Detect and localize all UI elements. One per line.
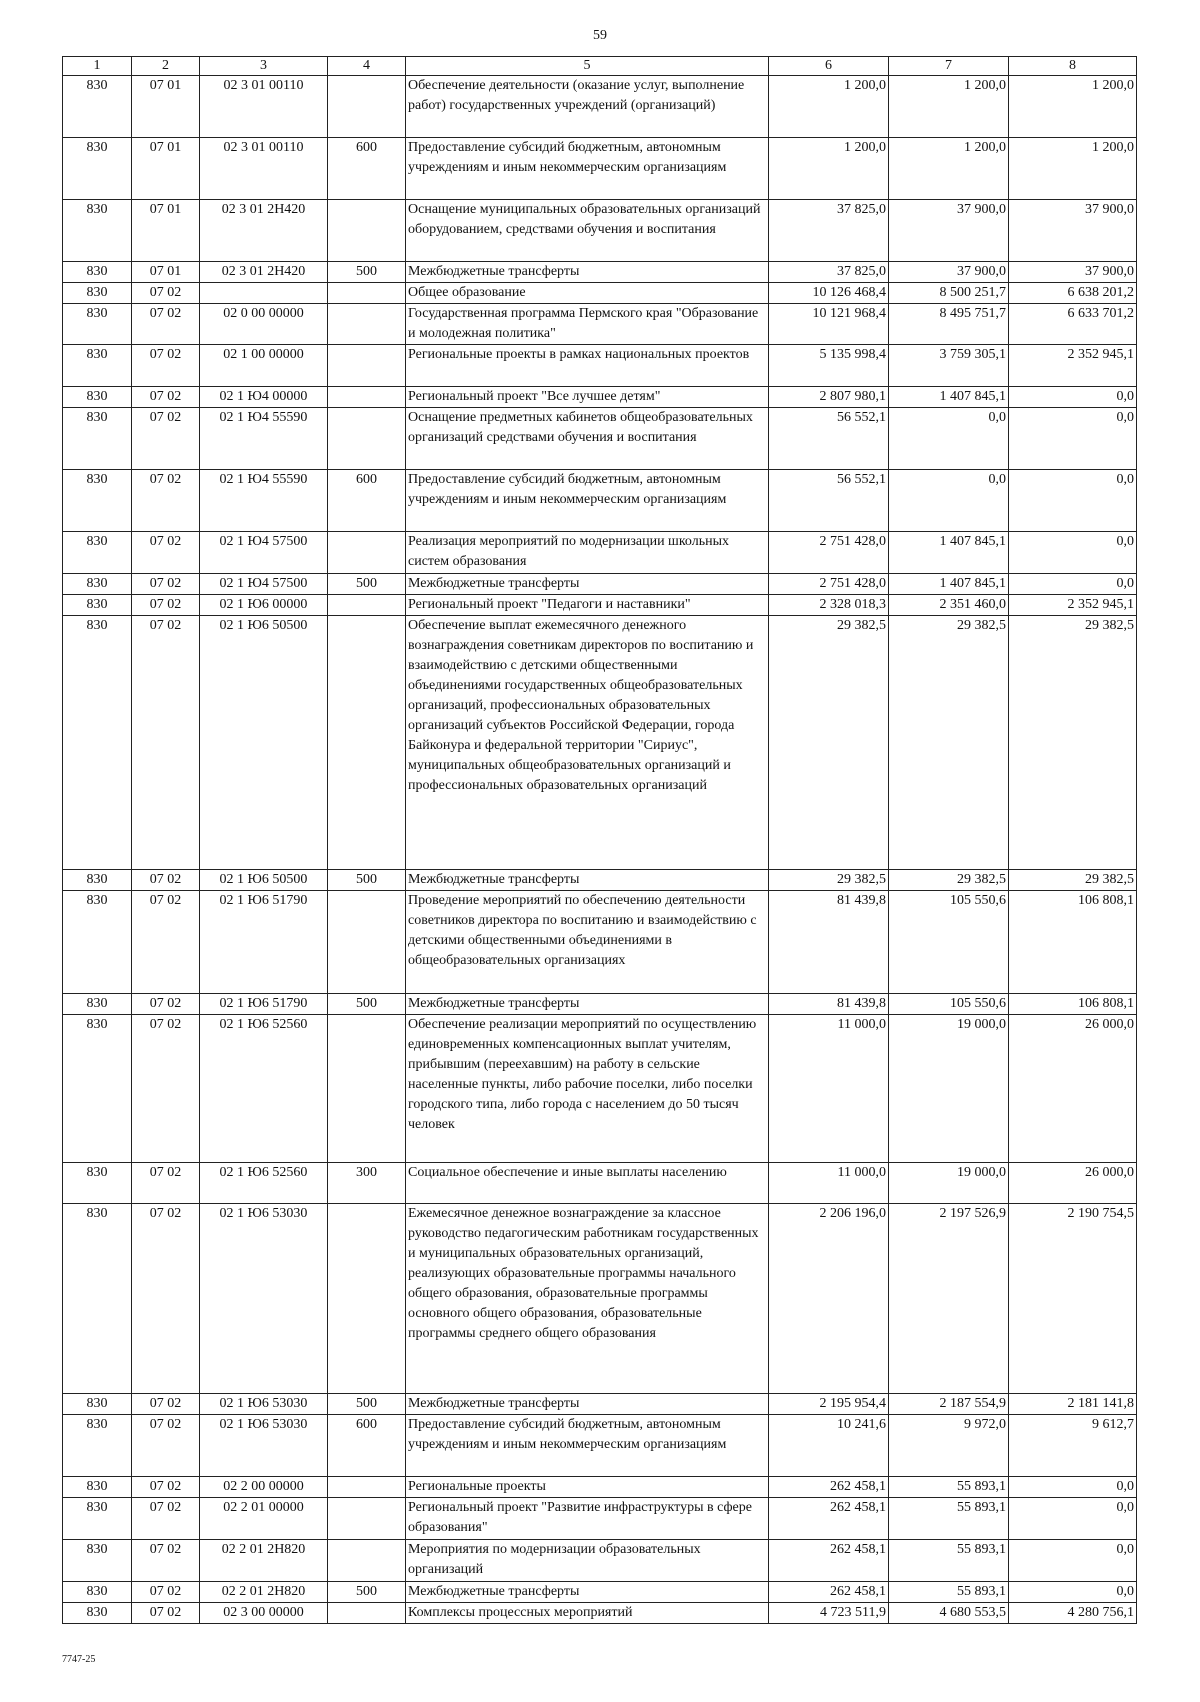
cell-expense-type [328, 891, 406, 994]
cell-section-code: 07 02 [132, 1540, 200, 1582]
cell-amount-year3: 29 382,5 [1009, 616, 1137, 870]
table-row [63, 470, 1137, 532]
cell-amount-year2: 55 893,1 [889, 1540, 1009, 1582]
cell-amount-year1: 81 439,8 [769, 891, 889, 994]
cell-target-item: 02 1 Ю4 00000 [200, 387, 328, 408]
table-row [63, 1415, 1137, 1477]
cell-amount-year3: 0,0 [1009, 1498, 1137, 1540]
cell-expense-type: 500 [328, 1582, 406, 1603]
cell-amount-year3: 1 200,0 [1009, 138, 1137, 200]
cell-ministry-code: 830 [63, 1498, 132, 1540]
cell-description: Межбюджетные трансферты [406, 574, 769, 595]
table-row [63, 1204, 1137, 1394]
cell-section-code: 07 02 [132, 1015, 200, 1163]
cell-target-item: 02 1 Ю6 00000 [200, 595, 328, 616]
cell-amount-year1: 262 458,1 [769, 1498, 889, 1540]
cell-amount-year3: 2 181 141,8 [1009, 1394, 1137, 1415]
cell-section-code: 07 02 [132, 1582, 200, 1603]
cell-amount-year1: 2 195 954,4 [769, 1394, 889, 1415]
cell-target-item: 02 1 Ю4 57500 [200, 532, 328, 574]
table-row [63, 345, 1137, 387]
cell-amount-year2: 2 351 460,0 [889, 595, 1009, 616]
cell-target-item: 02 2 00 00000 [200, 1477, 328, 1498]
header-cell-3: 3 [200, 57, 328, 76]
cell-ministry-code: 830 [63, 1477, 132, 1498]
cell-amount-year3: 106 808,1 [1009, 891, 1137, 994]
cell-section-code: 07 02 [132, 283, 200, 304]
cell-ministry-code: 830 [63, 1163, 132, 1204]
cell-expense-type [328, 76, 406, 138]
cell-section-code: 07 02 [132, 616, 200, 870]
cell-ministry-code: 830 [63, 200, 132, 262]
cell-section-code: 07 02 [132, 891, 200, 994]
cell-amount-year3: 6 638 201,2 [1009, 283, 1137, 304]
cell-ministry-code: 830 [63, 616, 132, 870]
cell-section-code: 07 02 [132, 304, 200, 345]
cell-amount-year1: 2 751 428,0 [769, 574, 889, 595]
cell-amount-year1: 262 458,1 [769, 1582, 889, 1603]
header-cell-7: 7 [889, 57, 1009, 76]
cell-amount-year3: 2 352 945,1 [1009, 595, 1137, 616]
cell-amount-year3: 0,0 [1009, 532, 1137, 574]
table-row [63, 994, 1137, 1015]
cell-amount-year3: 9 612,7 [1009, 1415, 1137, 1477]
page-number: 59 [593, 28, 607, 43]
cell-target-item: 02 1 Ю6 52560 [200, 1163, 328, 1204]
table-row [63, 1163, 1137, 1204]
document-code: 7747-25 [62, 1654, 96, 1665]
cell-amount-year2: 55 893,1 [889, 1582, 1009, 1603]
cell-description: Социальное обеспечение и иные выплаты населению [406, 1163, 769, 1204]
cell-ministry-code: 830 [63, 532, 132, 574]
cell-amount-year2: 9 972,0 [889, 1415, 1009, 1477]
cell-section-code: 07 02 [132, 1394, 200, 1415]
table-row [63, 532, 1137, 574]
cell-ministry-code: 830 [63, 1582, 132, 1603]
cell-section-code: 07 02 [132, 1163, 200, 1204]
cell-ministry-code: 830 [63, 138, 132, 200]
cell-amount-year2: 1 200,0 [889, 76, 1009, 138]
cell-target-item: 02 3 01 2Н420 [200, 262, 328, 283]
cell-target-item: 02 2 01 00000 [200, 1498, 328, 1540]
cell-expense-type [328, 345, 406, 387]
cell-amount-year2: 37 900,0 [889, 262, 1009, 283]
cell-expense-type: 500 [328, 574, 406, 595]
cell-amount-year3: 0,0 [1009, 1582, 1137, 1603]
cell-description: Ежемесячное денежное вознаграждение за классное руководство педагогическим работникам государственных и муниципальных образовательных организаций, реализующих образовательные программы начального общего образования, образовательные программы основного общего образования, образовательные программы среднего общего образования [406, 1204, 769, 1394]
cell-section-code: 07 02 [132, 1603, 200, 1624]
header-cell-6: 6 [769, 57, 889, 76]
cell-amount-year1: 10 121 968,4 [769, 304, 889, 345]
cell-amount-year1: 2 807 980,1 [769, 387, 889, 408]
cell-expense-type [328, 200, 406, 262]
cell-description: Общее образование [406, 283, 769, 304]
cell-expense-type [328, 1603, 406, 1624]
table-row [63, 1394, 1137, 1415]
cell-amount-year3: 0,0 [1009, 1477, 1137, 1498]
table-row [63, 283, 1137, 304]
cell-section-code: 07 02 [132, 345, 200, 387]
cell-expense-type: 600 [328, 138, 406, 200]
cell-amount-year3: 0,0 [1009, 1540, 1137, 1582]
cell-expense-type: 300 [328, 1163, 406, 1204]
cell-target-item: 02 3 01 2Н420 [200, 200, 328, 262]
cell-description: Оснащение предметных кабинетов общеобразовательных организаций средствами обучения и воспитания [406, 408, 769, 470]
cell-description: Предоставление субсидий бюджетным, автономным учреждениям и иным некоммерческим организациям [406, 1415, 769, 1477]
cell-amount-year3: 6 633 701,2 [1009, 304, 1137, 345]
cell-target-item: 02 1 00 00000 [200, 345, 328, 387]
cell-target-item: 02 1 Ю6 50500 [200, 616, 328, 870]
cell-section-code: 07 01 [132, 200, 200, 262]
cell-section-code: 07 02 [132, 574, 200, 595]
cell-amount-year3: 4 280 756,1 [1009, 1603, 1137, 1624]
cell-amount-year2: 8 495 751,7 [889, 304, 1009, 345]
cell-amount-year1: 2 328 018,3 [769, 595, 889, 616]
cell-amount-year1: 11 000,0 [769, 1163, 889, 1204]
cell-expense-type: 600 [328, 1415, 406, 1477]
cell-ministry-code: 830 [63, 574, 132, 595]
header-cell-5: 5 [406, 57, 769, 76]
table-row [63, 387, 1137, 408]
cell-amount-year2: 19 000,0 [889, 1015, 1009, 1163]
cell-expense-type: 500 [328, 870, 406, 891]
cell-amount-year1: 1 200,0 [769, 138, 889, 200]
cell-ministry-code: 830 [63, 891, 132, 994]
table-row [63, 138, 1137, 200]
header-cell-8: 8 [1009, 57, 1137, 76]
cell-description: Региональный проект "Педагоги и наставники" [406, 595, 769, 616]
cell-amount-year2: 8 500 251,7 [889, 283, 1009, 304]
cell-target-item: 02 1 Ю6 52560 [200, 1015, 328, 1163]
cell-amount-year1: 56 552,1 [769, 408, 889, 470]
cell-amount-year2: 3 759 305,1 [889, 345, 1009, 387]
cell-amount-year2: 1 407 845,1 [889, 387, 1009, 408]
table-row [63, 304, 1137, 345]
cell-amount-year1: 2 206 196,0 [769, 1204, 889, 1394]
cell-target-item: 02 3 01 00110 [200, 76, 328, 138]
cell-target-item: 02 3 00 00000 [200, 1603, 328, 1624]
cell-description: Межбюджетные трансферты [406, 870, 769, 891]
cell-amount-year1: 4 723 511,9 [769, 1603, 889, 1624]
budget-table [62, 56, 1137, 1624]
cell-expense-type: 500 [328, 1394, 406, 1415]
cell-ministry-code: 830 [63, 76, 132, 138]
cell-amount-year2: 37 900,0 [889, 200, 1009, 262]
cell-section-code: 07 02 [132, 994, 200, 1015]
cell-expense-type: 500 [328, 994, 406, 1015]
cell-target-item: 02 1 Ю6 53030 [200, 1415, 328, 1477]
cell-amount-year1: 37 825,0 [769, 262, 889, 283]
cell-section-code: 07 02 [132, 408, 200, 470]
cell-expense-type [328, 595, 406, 616]
cell-section-code: 07 02 [132, 1498, 200, 1540]
cell-expense-type [328, 304, 406, 345]
cell-ministry-code: 830 [63, 345, 132, 387]
cell-amount-year2: 19 000,0 [889, 1163, 1009, 1204]
table-row [63, 616, 1137, 870]
table-row [63, 870, 1137, 891]
cell-amount-year2: 55 893,1 [889, 1477, 1009, 1498]
cell-expense-type [328, 387, 406, 408]
cell-amount-year1: 81 439,8 [769, 994, 889, 1015]
cell-section-code: 07 02 [132, 387, 200, 408]
cell-amount-year3: 0,0 [1009, 387, 1137, 408]
cell-section-code: 07 02 [132, 595, 200, 616]
cell-ministry-code: 830 [63, 1540, 132, 1582]
cell-amount-year1: 29 382,5 [769, 616, 889, 870]
cell-target-item: 02 0 00 00000 [200, 304, 328, 345]
cell-amount-year3: 29 382,5 [1009, 870, 1137, 891]
cell-section-code: 07 02 [132, 470, 200, 532]
cell-description: Региональный проект "Все лучшее детям" [406, 387, 769, 408]
cell-section-code: 07 01 [132, 262, 200, 283]
cell-amount-year3: 2 352 945,1 [1009, 345, 1137, 387]
cell-amount-year3: 1 200,0 [1009, 76, 1137, 138]
cell-amount-year1: 29 382,5 [769, 870, 889, 891]
cell-ministry-code: 830 [63, 1603, 132, 1624]
cell-amount-year2: 1 407 845,1 [889, 532, 1009, 574]
table-row [63, 1582, 1137, 1603]
cell-section-code: 07 02 [132, 1415, 200, 1477]
cell-amount-year2: 1 200,0 [889, 138, 1009, 200]
cell-amount-year1: 10 126 468,4 [769, 283, 889, 304]
cell-amount-year1: 37 825,0 [769, 200, 889, 262]
cell-amount-year1: 1 200,0 [769, 76, 889, 138]
cell-amount-year3: 0,0 [1009, 408, 1137, 470]
cell-amount-year1: 262 458,1 [769, 1477, 889, 1498]
cell-expense-type [328, 1498, 406, 1540]
cell-amount-year1: 56 552,1 [769, 470, 889, 532]
cell-expense-type [328, 532, 406, 574]
header-cell-4: 4 [328, 57, 406, 76]
cell-description: Государственная программа Пермского края "Образование и молодежная политика" [406, 304, 769, 345]
cell-ministry-code: 830 [63, 304, 132, 345]
cell-description: Межбюджетные трансферты [406, 1394, 769, 1415]
cell-ministry-code: 830 [63, 262, 132, 283]
cell-target-item: 02 1 Ю4 55590 [200, 408, 328, 470]
table-row [63, 595, 1137, 616]
table-row [63, 262, 1137, 283]
cell-ministry-code: 830 [63, 870, 132, 891]
cell-section-code: 07 02 [132, 870, 200, 891]
cell-amount-year2: 55 893,1 [889, 1498, 1009, 1540]
cell-target-item: 02 1 Ю4 55590 [200, 470, 328, 532]
cell-amount-year3: 106 808,1 [1009, 994, 1137, 1015]
cell-ministry-code: 830 [63, 595, 132, 616]
cell-description: Предоставление субсидий бюджетным, автономным учреждениям и иным некоммерческим организациям [406, 138, 769, 200]
cell-amount-year3: 0,0 [1009, 470, 1137, 532]
cell-target-item [200, 283, 328, 304]
cell-target-item: 02 1 Ю6 53030 [200, 1204, 328, 1394]
cell-amount-year2: 29 382,5 [889, 616, 1009, 870]
cell-amount-year3: 2 190 754,5 [1009, 1204, 1137, 1394]
cell-ministry-code: 830 [63, 1394, 132, 1415]
cell-section-code: 07 02 [132, 1204, 200, 1394]
cell-expense-type [328, 1204, 406, 1394]
cell-amount-year3: 0,0 [1009, 574, 1137, 595]
cell-expense-type [328, 1540, 406, 1582]
cell-expense-type [328, 283, 406, 304]
cell-amount-year1: 10 241,6 [769, 1415, 889, 1477]
table-row [63, 1498, 1137, 1540]
cell-ministry-code: 830 [63, 1415, 132, 1477]
table-row [63, 1603, 1137, 1624]
cell-target-item: 02 1 Ю6 50500 [200, 870, 328, 891]
cell-description: Комплексы процессных мероприятий [406, 1603, 769, 1624]
cell-amount-year2: 0,0 [889, 470, 1009, 532]
cell-target-item: 02 2 01 2Н820 [200, 1540, 328, 1582]
cell-amount-year3: 37 900,0 [1009, 200, 1137, 262]
table-row [63, 1015, 1137, 1163]
cell-amount-year3: 26 000,0 [1009, 1015, 1137, 1163]
cell-amount-year2: 2 197 526,9 [889, 1204, 1009, 1394]
header-cell-2: 2 [132, 57, 200, 76]
cell-amount-year2: 1 407 845,1 [889, 574, 1009, 595]
table-row [63, 1540, 1137, 1582]
cell-description: Обеспечение деятельности (оказание услуг, выполнение работ) государственных учреждений (организаций) [406, 76, 769, 138]
cell-description: Предоставление субсидий бюджетным, автономным учреждениям и иным некоммерческим организациям [406, 470, 769, 532]
table-header [63, 57, 1137, 76]
header-row [63, 57, 1137, 76]
cell-target-item: 02 1 Ю6 53030 [200, 1394, 328, 1415]
cell-ministry-code: 830 [63, 283, 132, 304]
cell-ministry-code: 830 [63, 994, 132, 1015]
cell-amount-year1: 2 751 428,0 [769, 532, 889, 574]
table-row [63, 76, 1137, 138]
table-row [63, 408, 1137, 470]
cell-amount-year2: 2 187 554,9 [889, 1394, 1009, 1415]
cell-amount-year2: 29 382,5 [889, 870, 1009, 891]
cell-expense-type [328, 1015, 406, 1163]
cell-amount-year1: 262 458,1 [769, 1540, 889, 1582]
cell-description: Обеспечение выплат ежемесячного денежного вознаграждения советникам директоров по воспитанию и взаимодействию с детскими общественными объединениями государственных общеобразовательных организаций, профессиональных образовательных организаций субъектов Российской Федерации, города Байконура и федеральной территории "Сириус", муниципальных общеобразовательных организаций и профессиональных образовательных организаций [406, 616, 769, 870]
cell-target-item: 02 1 Ю6 51790 [200, 891, 328, 994]
cell-ministry-code: 830 [63, 470, 132, 532]
cell-amount-year1: 11 000,0 [769, 1015, 889, 1163]
table-row [63, 200, 1137, 262]
header-cell-1: 1 [63, 57, 132, 76]
table-row [63, 574, 1137, 595]
table-row [63, 1477, 1137, 1498]
cell-expense-type [328, 616, 406, 870]
cell-expense-type [328, 1477, 406, 1498]
cell-amount-year2: 4 680 553,5 [889, 1603, 1009, 1624]
cell-section-code: 07 01 [132, 138, 200, 200]
cell-ministry-code: 830 [63, 387, 132, 408]
cell-target-item: 02 1 Ю6 51790 [200, 994, 328, 1015]
cell-ministry-code: 830 [63, 1015, 132, 1163]
cell-section-code: 07 02 [132, 532, 200, 574]
cell-description: Межбюджетные трансферты [406, 994, 769, 1015]
cell-expense-type: 500 [328, 262, 406, 283]
cell-section-code: 07 01 [132, 76, 200, 138]
cell-expense-type: 600 [328, 470, 406, 532]
cell-amount-year2: 0,0 [889, 408, 1009, 470]
cell-target-item: 02 2 01 2Н820 [200, 1582, 328, 1603]
cell-description: Региональные проекты [406, 1477, 769, 1498]
cell-description: Проведение мероприятий по обеспечению деятельности советников директора по воспитанию и взаимодействию с детскими общественными объединениями в общеобразовательных организациях [406, 891, 769, 994]
cell-amount-year1: 5 135 998,4 [769, 345, 889, 387]
cell-amount-year3: 26 000,0 [1009, 1163, 1137, 1204]
cell-target-item: 02 3 01 00110 [200, 138, 328, 200]
cell-target-item: 02 1 Ю4 57500 [200, 574, 328, 595]
cell-description: Региональный проект "Развитие инфраструктуры в сфере образования" [406, 1498, 769, 1540]
cell-amount-year2: 105 550,6 [889, 891, 1009, 994]
table-row [63, 891, 1137, 994]
cell-description: Межбюджетные трансферты [406, 262, 769, 283]
cell-expense-type [328, 408, 406, 470]
cell-description: Региональные проекты в рамках национальных проектов [406, 345, 769, 387]
cell-description: Обеспечение реализации мероприятий по осуществлению единовременных компенсационных выплат учителям, прибывшим (переехавшим) на работу в сельские населенные пункты, либо рабочие поселки, либо поселки городского типа, либо города с населением до 50 тысяч человек [406, 1015, 769, 1163]
cell-description: Оснащение муниципальных образовательных организаций оборудованием, средствами обучения и воспитания [406, 200, 769, 262]
cell-ministry-code: 830 [63, 408, 132, 470]
cell-ministry-code: 830 [63, 1204, 132, 1394]
cell-description: Межбюджетные трансферты [406, 1582, 769, 1603]
cell-description: Реализация мероприятий по модернизации школьных систем образования [406, 532, 769, 574]
cell-amount-year3: 37 900,0 [1009, 262, 1137, 283]
cell-section-code: 07 02 [132, 1477, 200, 1498]
cell-amount-year2: 105 550,6 [889, 994, 1009, 1015]
cell-description: Мероприятия по модернизации образовательных организаций [406, 1540, 769, 1582]
